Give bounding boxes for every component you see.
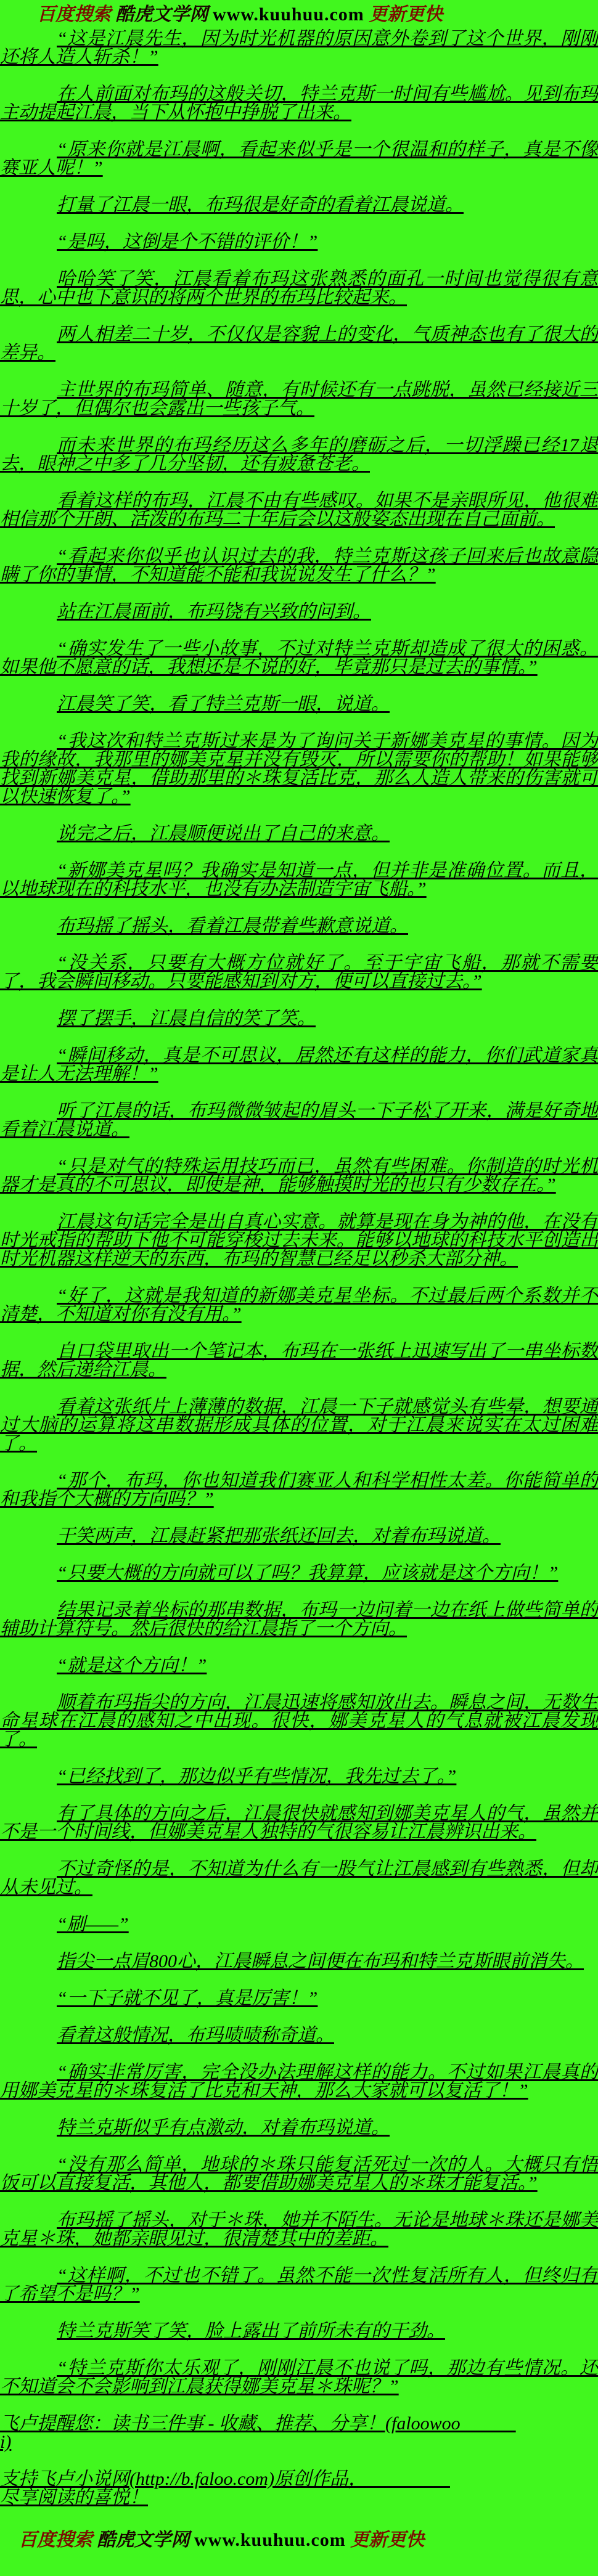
paragraph: 打量了江晨一眼，布玛很是好奇的看着江晨说道。 (57, 195, 464, 215)
paragraph: 摆了摆手，江晨自信的笑了笑。 (57, 1008, 316, 1029)
paragraph: 指尖一点眉800心，江晨瞬息之间便在布玛和特兰克斯眼前消失。 (57, 1951, 584, 1971)
paragraph: “没有那么简单，地球的＊珠只能复活死过一次的人。大概只有悟饭可以直接复活，其他人，都要借助娜美克星人的＊珠才能复活。” (0, 2154, 598, 2193)
paragraph: 而未来世界的布玛经历这么多年的磨砺之后，一切浮躁已经17退去，眼神之中多了几分坚韧，还有疲惫苍老。 (0, 435, 598, 474)
paragraph: “一下子就不见了，真是厉害！” (57, 1988, 318, 2008)
paragraph: 布玛摇了摇头，对于＊珠，她并不陌生。无论是地球＊珠还是娜美克星＊珠，她都亲眼见过，很清楚其中的差距。 (0, 2210, 598, 2249)
paragraph: 站在江晨面前，布玛饶有兴致的问到。 (57, 601, 371, 622)
footer-site-url: www.kuuhuu.com (194, 2530, 346, 2550)
footer-banner (0, 2525, 598, 2551)
paragraph: 干笑两声，江晨赶紧把那张纸还回去，对着布玛说道。 (57, 1526, 501, 1546)
paragraph: 哈哈笑了笑，江晨看着布玛这张熟悉的面孔一时间也觉得很有意思，心中也下意识的将两个世界的布玛比较起来。 (0, 269, 598, 308)
paragraph: 看着这张纸片上薄薄的数据，江晨一下子就感觉头有些晕，想要通过大脑的运算将这串数据形成具体的位置，对于江晨来说实在太过困难了。 (0, 1396, 598, 1454)
paragraph: 自口袋里取出一个笔记本，布玛在一张纸上迅速写出了一串坐标数据，然后递给江晨。 (0, 1341, 598, 1380)
paragraph: 看着这样的布玛，江晨不由有些感叹。如果不是亲眼所见，他很难相信那个开朗、活泼的布玛二十年后会以这般姿态出现在自己面前。 (0, 491, 598, 529)
paragraph: 特兰克斯笑了笑，脸上露出了前所未有的干劲。 (57, 2321, 445, 2341)
header-site-url: www.kuuhuu.com (213, 4, 364, 25)
paragraph: “已经找到了，那边似乎有些情况，我先过去了。” (57, 1766, 457, 1787)
paragraph: 支持飞卢小说网(http://b.faloo.com)原创作品， 尽享阅读的喜悦！ (0, 2469, 450, 2508)
paragraph: 看着这般情况，布玛啧啧称奇道。 (57, 2025, 334, 2045)
paragraph: 飞卢提醒您：读书三件事 - 收藏、推荐、分享！(faloowoo i) (0, 2413, 516, 2452)
paragraph: 布玛摇了摇头，看着江晨带着些歉意说道。 (57, 916, 408, 936)
paragraph: 顺着布玛指尖的方向，江晨迅速将感知放出去。瞬息之间，无数生命星球在江晨的感知之中出现。很快，娜美克星人的气息就被江晨发现了。 (0, 1692, 598, 1750)
paragraph: 说完之后，江晨顺便说出了自己的来意。 (57, 823, 390, 844)
header-site-name: 酷虎文学网 (115, 4, 208, 25)
paragraph: “原来你就是江晨啊，看起来似乎是一个很温和的样子，真是不像赛亚人呢！” (0, 139, 598, 178)
paragraph: 两人相差二十岁，不仅仅是容貌上的变化，气质神态也有了很大的差异。 (0, 324, 598, 363)
paragraph: “确实非常厉害，完全没办法理解这样的能力。不过如果江晨真的用娜美克星的＊珠复活了比克和天神，那么大家就可以复活了！” (0, 2062, 598, 2101)
paragraph: 江晨笑了笑，看了特兰克斯一眼，说道。 (57, 694, 390, 714)
paragraph: “看起来你似乎也认识过去的我，特兰克斯这孩子回来后也故意隐瞒了你的事情，不知道能不能和我说说发生了什么？” (0, 546, 598, 585)
paragraph: “刷——” (57, 1914, 129, 1934)
paragraph: “瞬间移动，真是不可思议，居然还有这样的能力，你们武道家真是让人无法理解！” (0, 1045, 598, 1084)
paragraph: “只要大概的方向就可以了吗？我算算，应该就是这个方向！” (57, 1563, 559, 1583)
paragraph: 江晨这句话完全是出自真心实意。就算是现在身为神的他，在没有时光戒指的帮助下他不可能穿梭过去未来。能够以地球的科技水平创造出时光机器这样逆天的东西，布玛的智慧已经足以秒杀大部分神。 (0, 1212, 598, 1269)
paragraph: “是吗，这倒是个不错的评价！” (57, 232, 318, 252)
paragraph: 不过奇怪的是，不知道为什么有一股气让江晨感到有些熟悉，但却从未见过。 (0, 1859, 598, 1897)
header-baidu-search-label: 百度搜索 (37, 4, 111, 25)
paragraph: 主世界的布玛简单、随意，有时候还有一点跳脱，虽然已经接近三十岁了，但偶尔也会露出一些孩子气。 (0, 380, 598, 418)
paragraph: “没关系，只要有大概方位就好了。至于宇宙飞船，那就不需要了，我会瞬间移动。只要能感知到对方，便可以直接过去。” (0, 953, 598, 992)
header-tagline: 更新更快 (369, 4, 443, 25)
paragraph: 听了江晨的话，布玛微微皱起的眉头一下子松了开来，满是好奇地看着江晨说道。 (0, 1101, 598, 1139)
paragraph: “特兰克斯你太乐观了，刚刚江晨不也说了吗，那边有些情况。还不知道会不会影响到江晨获得娜美克星＊珠呢？” (0, 2358, 598, 2397)
footer-tagline: 更新更快 (350, 2530, 425, 2550)
paragraph: 有了具体的方向之后，江晨很快就感知到娜美克星人的气，虽然并不是一个时间线，但娜美克星人独特的气很容易让江晨辨识出来。 (0, 1803, 598, 1842)
paragraph: “这是江晨先生，因为时光机器的原因意外卷到了这个世界，刚刚还将人造人斩杀！” (0, 28, 598, 67)
paragraph: “好了，这就是我知道的新娜美克星坐标。不过最后两个系数并不清楚，不知道对你有没有用。” (0, 1286, 598, 1324)
paragraph: 在人前面对布玛的这般关切，特兰克斯一时间有些尴尬。见到布玛主动提起江晨，当下从怀抱中挣脱了出来。 (0, 84, 598, 123)
header-banner (0, 0, 598, 26)
paragraph: 特兰克斯似乎有点激动，对着布玛说道。 (57, 2117, 390, 2138)
paragraph: “确实发生了一些小故事，不过对特兰克斯却造成了很大的困惑。如果他不愿意的话，我想还是不说的好，毕竟那只是过去的事情。” (0, 638, 598, 677)
paragraph: “新娜美克星吗？我确实是知道一点，但并非是准确位置。而且，以地球现在的科技水平，也没有办法制造宇宙飞船。” (0, 860, 598, 899)
paragraph: 结果记录着坐标的那串数据，布玛一边问着一边在纸上做些简单的辅助计算符号。然后很快的给江晨指了一个方向。 (0, 1600, 598, 1639)
novel-text (0, 30, 598, 2507)
paragraph: “就是这个方向！” (57, 1655, 207, 1676)
paragraph: “那个，布玛，你也知道我们赛亚人和科学相性太差。你能简单的和我指个大概的方向吗？” (0, 1470, 598, 1509)
footer-site-name: 酷虎文学网 (97, 2530, 190, 2550)
paragraph: “我这次和特兰克斯过来是为了询问关于新娜美克星的事情。因为我的缘故，我那里的娜美克星并没有毁灭，所以需要你的帮助！如果能够找到新娜美克星，借助那里的＊珠复活比克，那么人造人带来的伤害就可以快速恢复了。” (0, 731, 598, 807)
paragraph: “这样啊，不过也不错了。虽然不能一次性复活所有人，但终归有了希望不是吗？” (0, 2265, 598, 2304)
footer-baidu-search-label: 百度搜索 (18, 2530, 92, 2550)
paragraph: “只是对气的特殊运用技巧而已，虽然有些困难。你制造的时光机器才是真的不可思议，即使是神，能够触摸时光的也只有少数存在。” (0, 1156, 598, 1195)
